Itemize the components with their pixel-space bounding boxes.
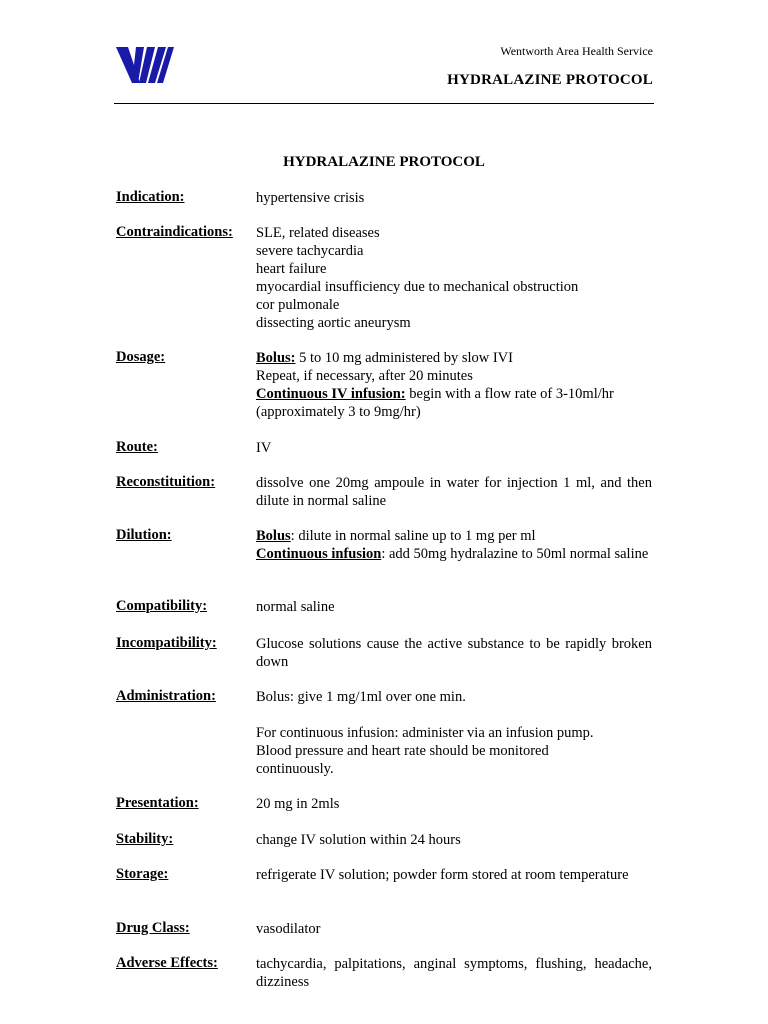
contraindication-item: heart failure bbox=[256, 261, 327, 277]
dilution-infusion-label: Continuous infusion bbox=[256, 546, 382, 562]
incompatibility-label: Incompatibility: bbox=[116, 635, 217, 651]
indication-value: hypertensive crisis bbox=[256, 190, 365, 206]
document-title: HYDRALAZINE PROTOCOL bbox=[283, 154, 485, 170]
contraindication-item: SLE, related diseases bbox=[256, 225, 380, 241]
stability-value: change IV solution within 24 hours bbox=[256, 832, 461, 848]
route-value: IV bbox=[256, 440, 272, 456]
administration-label: Administration: bbox=[116, 688, 216, 704]
dosage-label: Dosage: bbox=[116, 349, 166, 365]
adverse-effects-label: Adverse Effects: bbox=[116, 955, 218, 971]
storage-label: Storage: bbox=[116, 866, 169, 882]
stability-label: Stability: bbox=[116, 831, 174, 847]
wahs-logo-icon bbox=[116, 47, 174, 83]
dosage-infusion-text: begin with a flow rate of 3-10ml/hr bbox=[405, 386, 614, 402]
administration-infusion-text: For continuous infusion: administer via an infusion pump. bbox=[256, 725, 594, 741]
dosage-repeat-text: Repeat, if necessary, after 20 minutes bbox=[256, 368, 473, 384]
drug-class-value: vasodilator bbox=[256, 921, 321, 937]
contraindication-item: severe tachycardia bbox=[256, 243, 364, 259]
dilution-value bbox=[256, 527, 652, 563]
contraindication-item: dissecting aortic aneurysm bbox=[256, 315, 411, 331]
dilution-bolus-text: : dilute in normal saline up to 1 mg per ml bbox=[290, 528, 536, 544]
presentation-value: 20 mg in 2mls bbox=[256, 796, 340, 812]
route-label: Route: bbox=[116, 439, 158, 455]
compatibility-label: Compatibility: bbox=[116, 598, 208, 614]
presentation-label: Presentation: bbox=[116, 795, 199, 811]
contraindications-list bbox=[256, 224, 652, 332]
contraindication-item: cor pulmonale bbox=[256, 297, 340, 313]
administration-value bbox=[256, 688, 652, 778]
indication-label: Indication: bbox=[116, 189, 185, 205]
compatibility-value: normal saline bbox=[256, 599, 335, 615]
dosage-bolus-text: 5 to 10 mg administered by slow IVI bbox=[295, 350, 513, 366]
dosage-infusion-note: (approximately 3 to 9mg/hr) bbox=[256, 404, 421, 420]
dilution-infusion-text: : add 50mg hydralazine to 50ml normal saline bbox=[381, 546, 649, 562]
adverse-effects-value: tachycardia, palpitations, anginal symptoms, flushing, headache, dizziness bbox=[256, 956, 652, 990]
administration-monitoring-text: Blood pressure and heart rate should be monitored continuously. bbox=[256, 743, 549, 777]
contraindication-item: myocardial insufficiency due to mechanical obstruction bbox=[256, 279, 579, 295]
dilution-bolus-label: Bolus bbox=[256, 528, 291, 544]
organization-name: Wentworth Area Health Service bbox=[500, 44, 653, 58]
header-title: HYDRALAZINE PROTOCOL bbox=[447, 72, 653, 88]
storage-value: refrigerate IV solution; powder form stored at room temperature bbox=[256, 867, 629, 883]
administration-bolus-text: Bolus: give 1 mg/1ml over one min. bbox=[256, 689, 466, 705]
dilution-label: Dilution: bbox=[116, 527, 172, 543]
incompatibility-value: Glucose solutions cause the active substance to be rapidly broken down bbox=[256, 636, 652, 670]
dosage-bolus-label: Bolus: bbox=[256, 350, 296, 366]
reconstitution-label: Reconstituition: bbox=[116, 474, 216, 490]
dosage-infusion-label: Continuous IV infusion: bbox=[256, 386, 406, 402]
reconstitution-value: dissolve one 20mg ampoule in water for injection 1 ml, and then dilute in normal saline bbox=[256, 475, 652, 509]
contraindications-label: Contraindications: bbox=[116, 224, 233, 240]
drug-class-label: Drug Class: bbox=[116, 920, 190, 936]
header-divider bbox=[114, 103, 654, 104]
dosage-value bbox=[256, 349, 652, 421]
